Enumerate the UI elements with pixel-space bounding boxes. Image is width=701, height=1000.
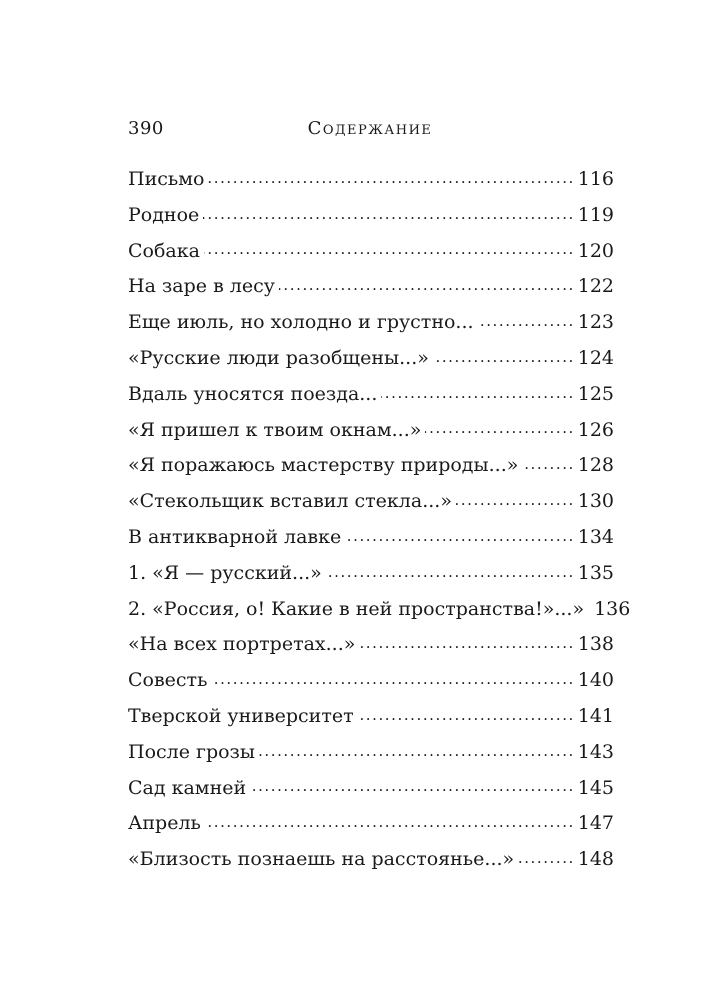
- toc-entry-title: Тверской университет: [128, 704, 354, 727]
- toc-entry-title: На заре в лесу: [128, 275, 275, 298]
- dot-leader: [326, 560, 572, 579]
- dot-leader: [522, 452, 571, 471]
- dot-leader: [279, 273, 572, 292]
- toc-entry-title: 2. «Россия, о! Какие в ней пространства!»...»: [128, 597, 585, 620]
- toc-entry-title: «Я пришел к твоим окнам...»: [128, 418, 422, 441]
- toc-entry: [128, 842, 614, 878]
- toc-entry: [128, 269, 614, 305]
- dot-leader: [425, 417, 571, 436]
- toc-entry-title: «Стекольщик вставил стекла...»: [128, 490, 452, 513]
- toc-entry-page: 147: [577, 812, 614, 835]
- dot-leader: [381, 381, 571, 400]
- dot-leader: [250, 775, 572, 794]
- toc-entry-title: «Русские люди разобщены...»: [128, 346, 429, 369]
- dot-leader: [359, 631, 571, 650]
- toc-entry-page: 143: [577, 740, 614, 763]
- toc-entry: [128, 663, 614, 699]
- toc-entry-title: «Я поражаюсь мастерству природы...»: [128, 454, 519, 477]
- toc-entry: [128, 592, 631, 628]
- toc-entry-title: Родное: [128, 203, 200, 226]
- page-number: 390: [128, 118, 164, 139]
- toc-entry: [128, 771, 614, 807]
- toc-entry-title: Собака: [128, 239, 200, 262]
- toc-entry-title: Еще июль, но холодно и грустно...: [128, 311, 474, 334]
- toc-entry: [128, 520, 614, 556]
- toc-entry: [128, 627, 614, 663]
- toc-entry: [128, 735, 614, 771]
- toc-entry: [128, 341, 614, 377]
- toc-entry-page: 125: [577, 382, 614, 405]
- toc-entry-page: 136: [594, 597, 631, 620]
- toc-entry-page: 140: [577, 669, 614, 692]
- page-header: [128, 118, 612, 142]
- toc-entry-page: 148: [577, 848, 614, 871]
- running-title: Содержание: [307, 118, 433, 139]
- toc-entry: [128, 305, 614, 341]
- toc-entry: [128, 377, 614, 413]
- toc-entry: [128, 699, 614, 735]
- dot-leader: [358, 703, 572, 722]
- dot-leader: [478, 309, 572, 328]
- toc-entry: [128, 484, 614, 520]
- toc-entry-page: 134: [577, 525, 614, 548]
- toc-entry-page: 123: [577, 311, 614, 334]
- toc-entry-title: «Близость познаешь на расстоянье...»: [128, 848, 515, 871]
- toc-entry-page: 130: [577, 490, 614, 513]
- toc-entry: [128, 806, 614, 842]
- toc-entry: [128, 448, 614, 484]
- toc-entry-page: 126: [577, 418, 614, 441]
- dot-leader: [259, 739, 572, 758]
- dot-leader: [204, 238, 572, 257]
- dot-leader: [203, 202, 571, 221]
- toc-entry-title: «На всех портретах...»: [128, 633, 356, 656]
- dot-leader: [456, 488, 572, 507]
- dot-leader: [345, 524, 571, 543]
- table-of-contents: [128, 162, 631, 878]
- dot-leader: [205, 810, 572, 829]
- toc-entry-title: Вдаль уносятся поезда...: [128, 382, 378, 405]
- toc-entry: [128, 413, 614, 449]
- toc-entry: [128, 198, 614, 234]
- toc-entry-page: 122: [577, 275, 614, 298]
- toc-entry: [128, 162, 614, 198]
- toc-entry-page: 145: [577, 776, 614, 799]
- toc-entry-title: Апрель: [128, 812, 201, 835]
- toc-entry-title: Сад камней: [128, 776, 247, 799]
- toc-entry: [128, 556, 614, 592]
- dot-leader: [211, 667, 571, 686]
- toc-entry-page: 120: [577, 239, 614, 262]
- toc-entry-page: 128: [577, 454, 614, 477]
- toc-entry-title: Письмо: [128, 168, 205, 190]
- toc-entry: [128, 234, 614, 270]
- dot-leader: [208, 166, 571, 185]
- dot-leader: [433, 345, 572, 364]
- toc-entry-title: После грозы: [128, 740, 256, 763]
- dot-leader: [518, 846, 572, 865]
- toc-entry-page: 124: [577, 346, 614, 369]
- toc-entry-page: 119: [577, 203, 614, 226]
- toc-entry-title: Совесть: [128, 669, 208, 692]
- toc-entry-page: 135: [577, 561, 614, 584]
- toc-entry-page: 116: [577, 168, 614, 190]
- toc-entry-page: 141: [577, 704, 614, 727]
- toc-entry-title: 1. «Я — русский...»: [128, 561, 322, 584]
- toc-entry-page: 138: [577, 633, 614, 656]
- toc-entry-title: В антикварной лавке: [128, 525, 342, 548]
